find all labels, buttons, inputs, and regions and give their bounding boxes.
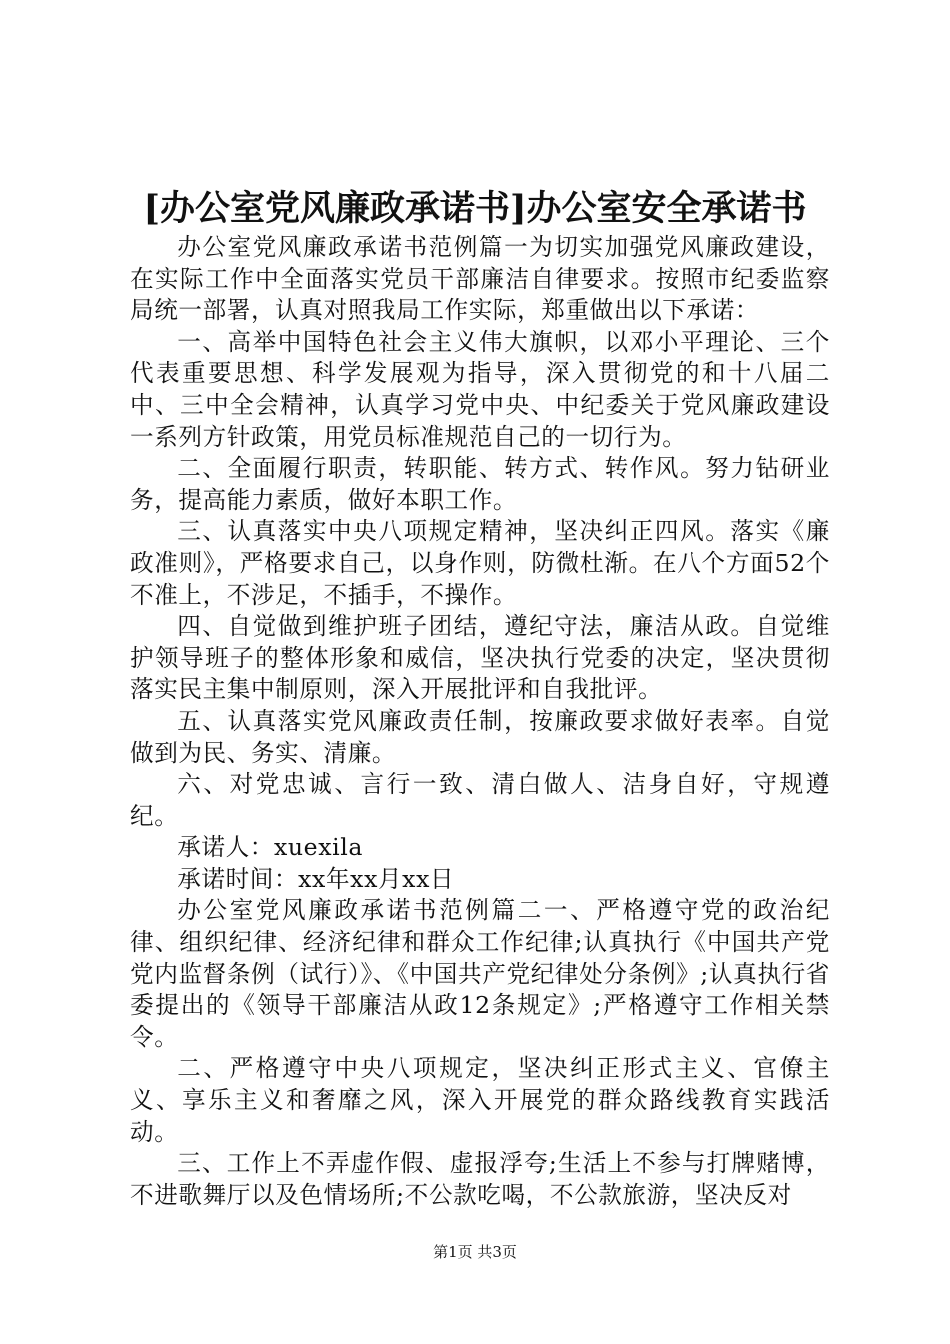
paragraph-example2-item-3: 三、工作上不弄虚作假、虚报浮夸;生活上不参与打牌赌博，不进歌舞厅以及色情场所;不公款吃喝，不公款旅游，坚决反对 — [130, 1149, 830, 1209]
document-title: [办公室党风廉政承诺书]办公室安全承诺书 — [143, 188, 807, 229]
paragraph-intro: 办公室党风廉政承诺书范例篇一为切实加强党风廉政建设，在实际工作中全面落实党员干部廉洁自律要求。按照市纪委监察局统一部署，认真对照我局工作实际，郑重做出以下承诺： — [130, 233, 830, 325]
paragraph-example2-item-2: 二、严格遵守中央八项规定，坚决纠正形式主义、官僚主义、享乐主义和奢靡之风，深入开展党的群众路线教育实践活动。 — [130, 1054, 830, 1146]
date-line: 承诺时间：xx年xx月xx日 — [177, 864, 455, 893]
paragraph-item-6: 六、对党忠诚、言行一致、清白做人、洁身自好，守规遵纪。 — [130, 770, 830, 830]
document-body — [130, 232, 830, 1211]
paragraph-item-2: 二、全面履行职责，转职能、转方式、转作风。努力钻研业务，提高能力素质，做好本职工作。 — [130, 454, 830, 514]
paragraph-item-1: 一、高举中国特色社会主义伟大旗帜，以邓小平理论、三个代表重要思想、科学发展观为指导，深入贯彻党的和十八届二中、三中全会精神，认真学习党中央、中纪委关于党风廉政建设一系列方针政策，用党员标准规范自己的一切行为。 — [130, 327, 830, 451]
paragraph-item-3: 三、认真落实中央八项规定精神，坚决纠正四风。落实《廉政准则》，严格要求自己，以身作则，防微杜渐。在八个方面52个不准上，不涉足，不插手，不操作。 — [130, 517, 830, 609]
paragraph-example2-intro: 办公室党风廉政承诺书范例篇二一、严格遵守党的政治纪律、组织纪律、经济纪律和群众工作纪律;认真执行《中国共产党党内监督条例（试行）》、《中国共产党纪律处分条例》;认真执行省委提出的《领导干部廉洁从政12条规定》;严格遵守工作相关禁令。 — [130, 896, 830, 1051]
signer-line: 承诺人：xuexila — [177, 833, 364, 862]
paragraph-item-5: 五、认真落实党风廉政责任制，按廉政要求做好表率。自觉做到为民、务实、清廉。 — [130, 706, 830, 767]
paragraph-item-4: 四、自觉做到维护班子团结，遵纪守法，廉洁从政。自觉维护领导班子的整体形象和威信，坚决执行党委的决定，坚决贯彻落实民主集中制原则，深入开展批评和自我批评。 — [130, 612, 830, 704]
page-footer: 第1页 共3页 — [433, 1243, 517, 1261]
